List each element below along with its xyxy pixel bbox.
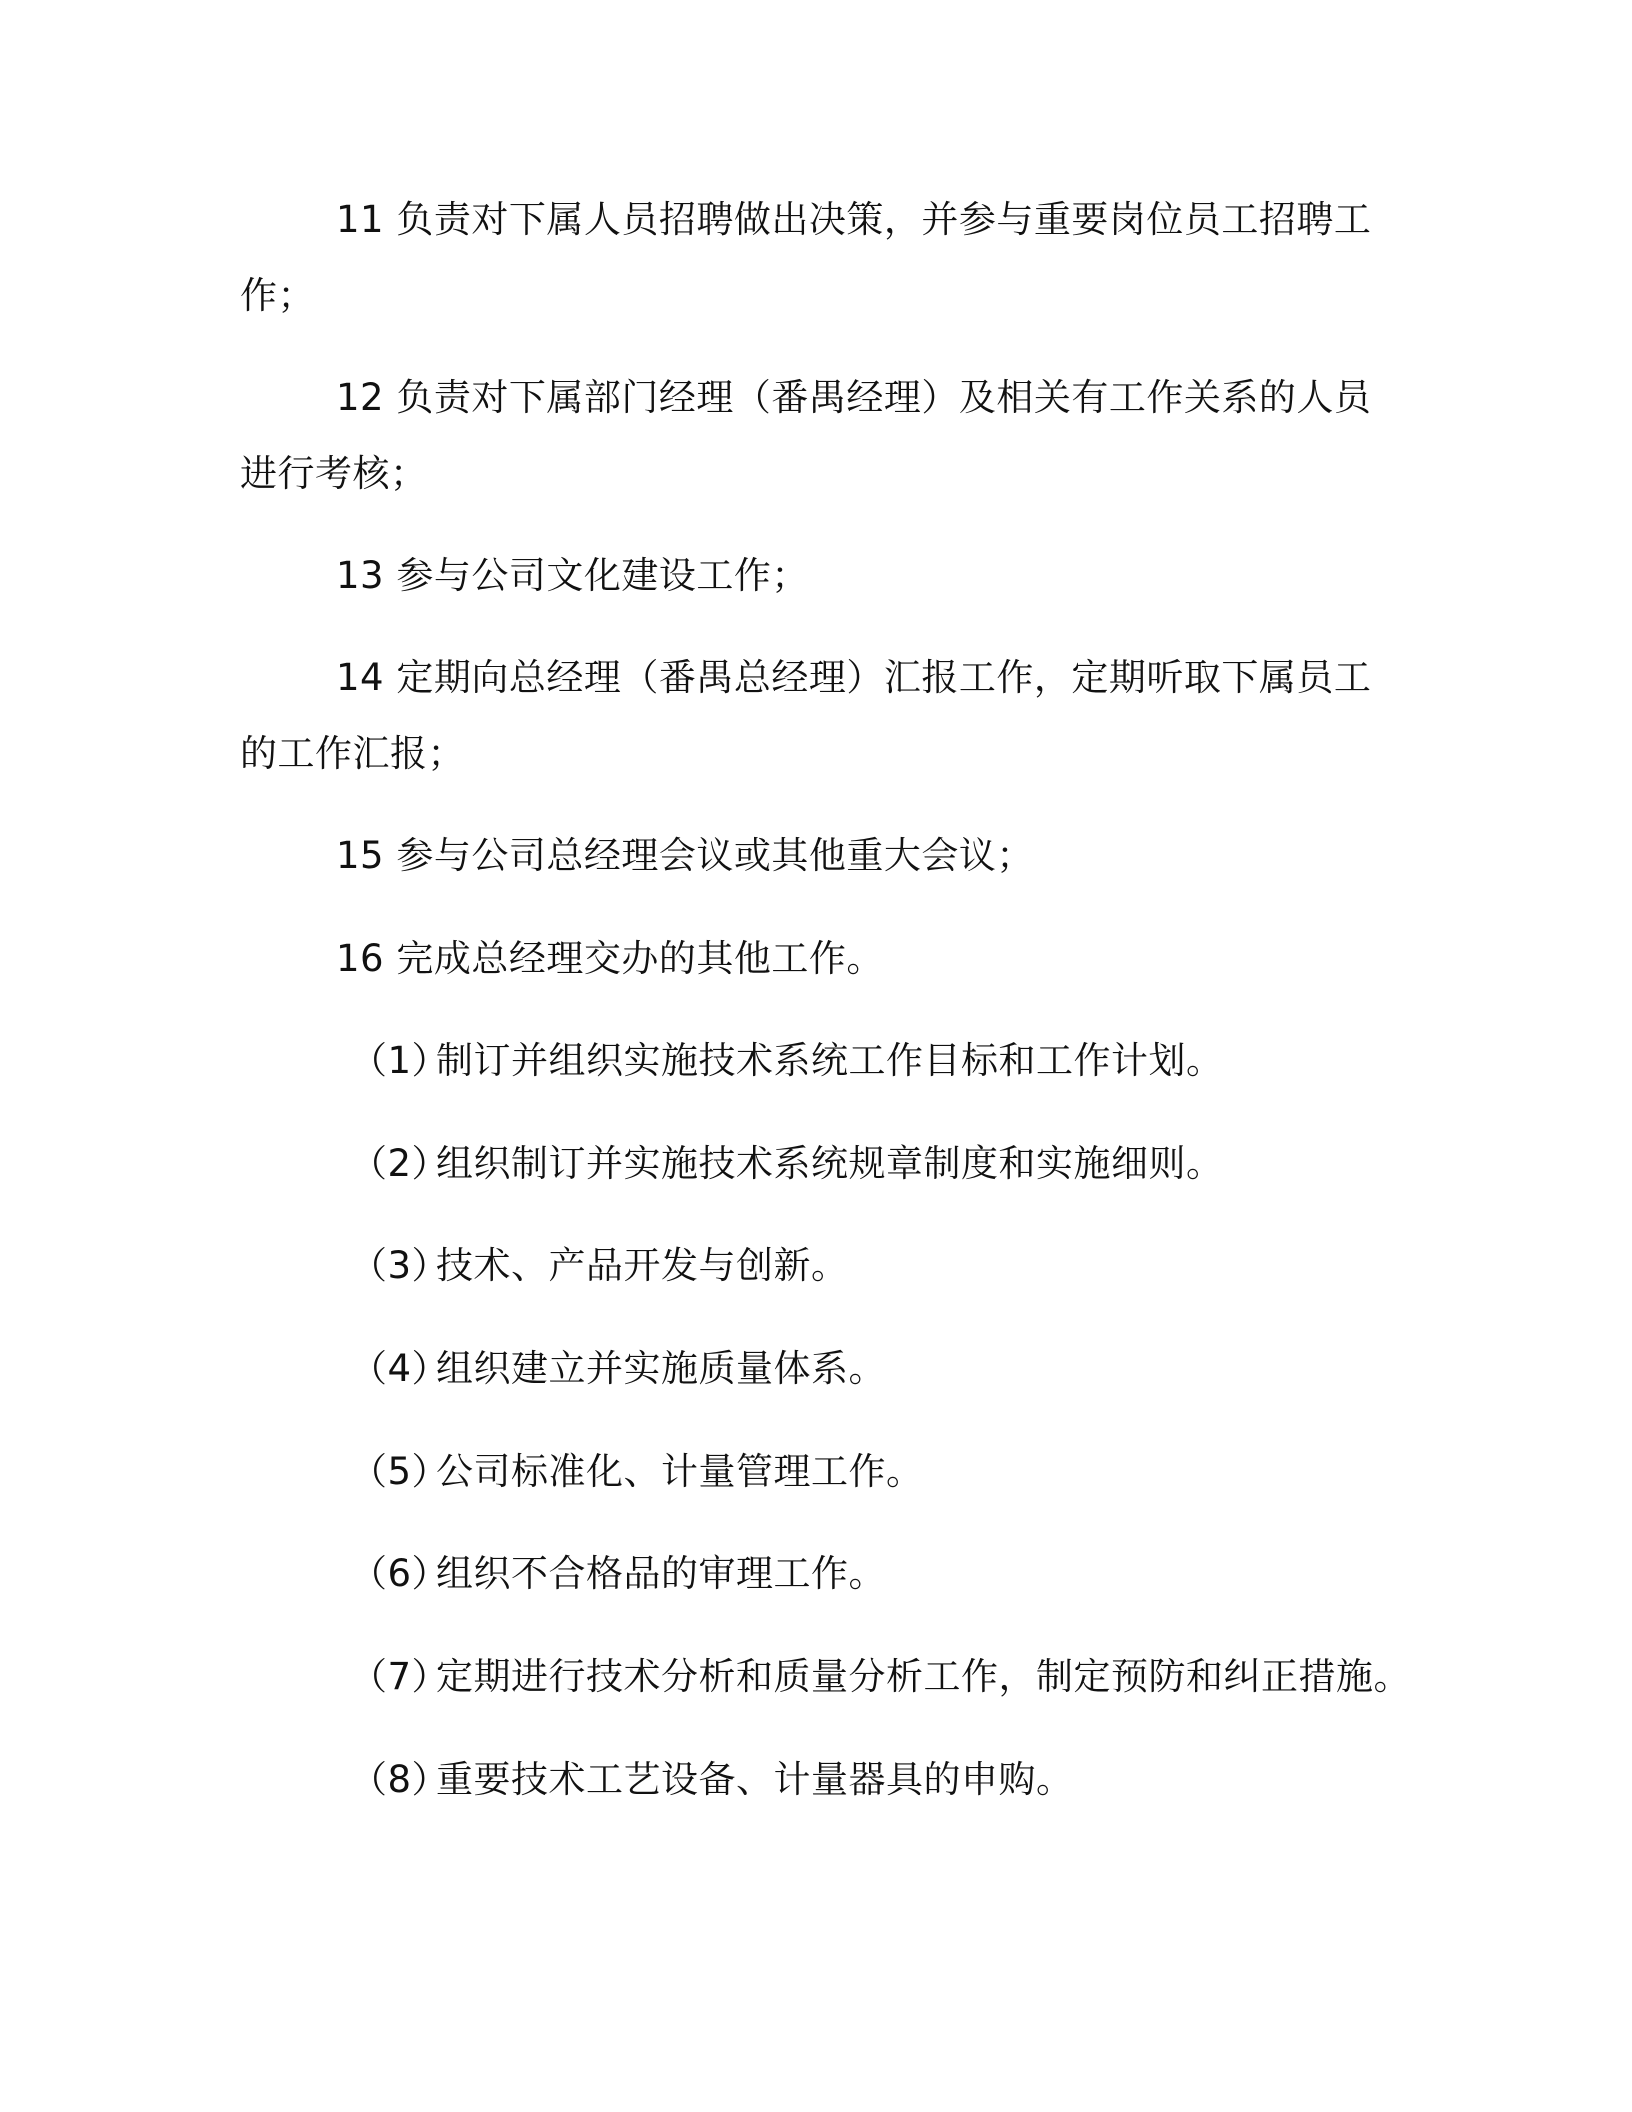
sub-item-number: （1）: [350, 1039, 450, 1082]
sub-item-text: 组织不合格品的审理工作。: [436, 1552, 886, 1595]
paragraph-12-line-1: 12 负责对下属部门经理（番禺经理）及相关有工作关系的人员: [336, 376, 1372, 419]
sub-item-7: [350, 1653, 1411, 1701]
sub-item-text: 定期进行技术分析和质量分析工作，制定预防和纠正措施。: [436, 1655, 1411, 1698]
paragraph-15: 15 参与公司总经理会议或其他重大会议；: [336, 834, 1034, 877]
paragraph-11-line-1: 11 负责对下属人员招聘做出决策，并参与重要岗位员工招聘工: [336, 198, 1372, 241]
sub-item-3: [350, 1242, 849, 1290]
sub-item-2: [350, 1140, 1224, 1188]
sub-item-number: （4）: [350, 1347, 450, 1390]
paragraph-16: 16 完成总经理交办的其他工作。: [336, 937, 884, 980]
paragraph-11-line-2: 作；: [240, 274, 315, 317]
sub-item-4: [350, 1345, 886, 1393]
paragraph-14-line-2: 的工作汇报；: [240, 732, 465, 775]
paragraph-14-line-1: 14 定期向总经理（番禺总经理）汇报工作，定期听取下属员工: [336, 656, 1372, 699]
sub-item-text: 重要技术工艺设备、计量器具的申购。: [436, 1758, 1074, 1801]
sub-item-text: 公司标准化、计量管理工作。: [436, 1450, 924, 1493]
sub-item-1: [350, 1037, 1224, 1085]
paragraph-12-line-2: 进行考核；: [240, 452, 428, 495]
sub-item-number: （2）: [350, 1142, 450, 1185]
sub-item-5: [350, 1448, 924, 1496]
sub-item-6: [350, 1550, 886, 1598]
sub-item-text: 组织建立并实施质量体系。: [436, 1347, 886, 1390]
paragraph-13: 13 参与公司文化建设工作；: [336, 554, 809, 597]
sub-item-number: （5）: [350, 1450, 450, 1493]
sub-item-text: 组织制订并实施技术系统规章制度和实施细则。: [436, 1142, 1224, 1185]
sub-item-number: （8）: [350, 1758, 450, 1801]
sub-item-number: （7）: [350, 1655, 450, 1698]
sub-item-8: [350, 1756, 1074, 1804]
sub-item-number: （3）: [350, 1244, 450, 1287]
sub-item-text: 技术、产品开发与创新。: [436, 1244, 849, 1287]
sub-item-text: 制订并组织实施技术系统工作目标和工作计划。: [436, 1039, 1224, 1082]
sub-item-number: （6）: [350, 1552, 450, 1595]
